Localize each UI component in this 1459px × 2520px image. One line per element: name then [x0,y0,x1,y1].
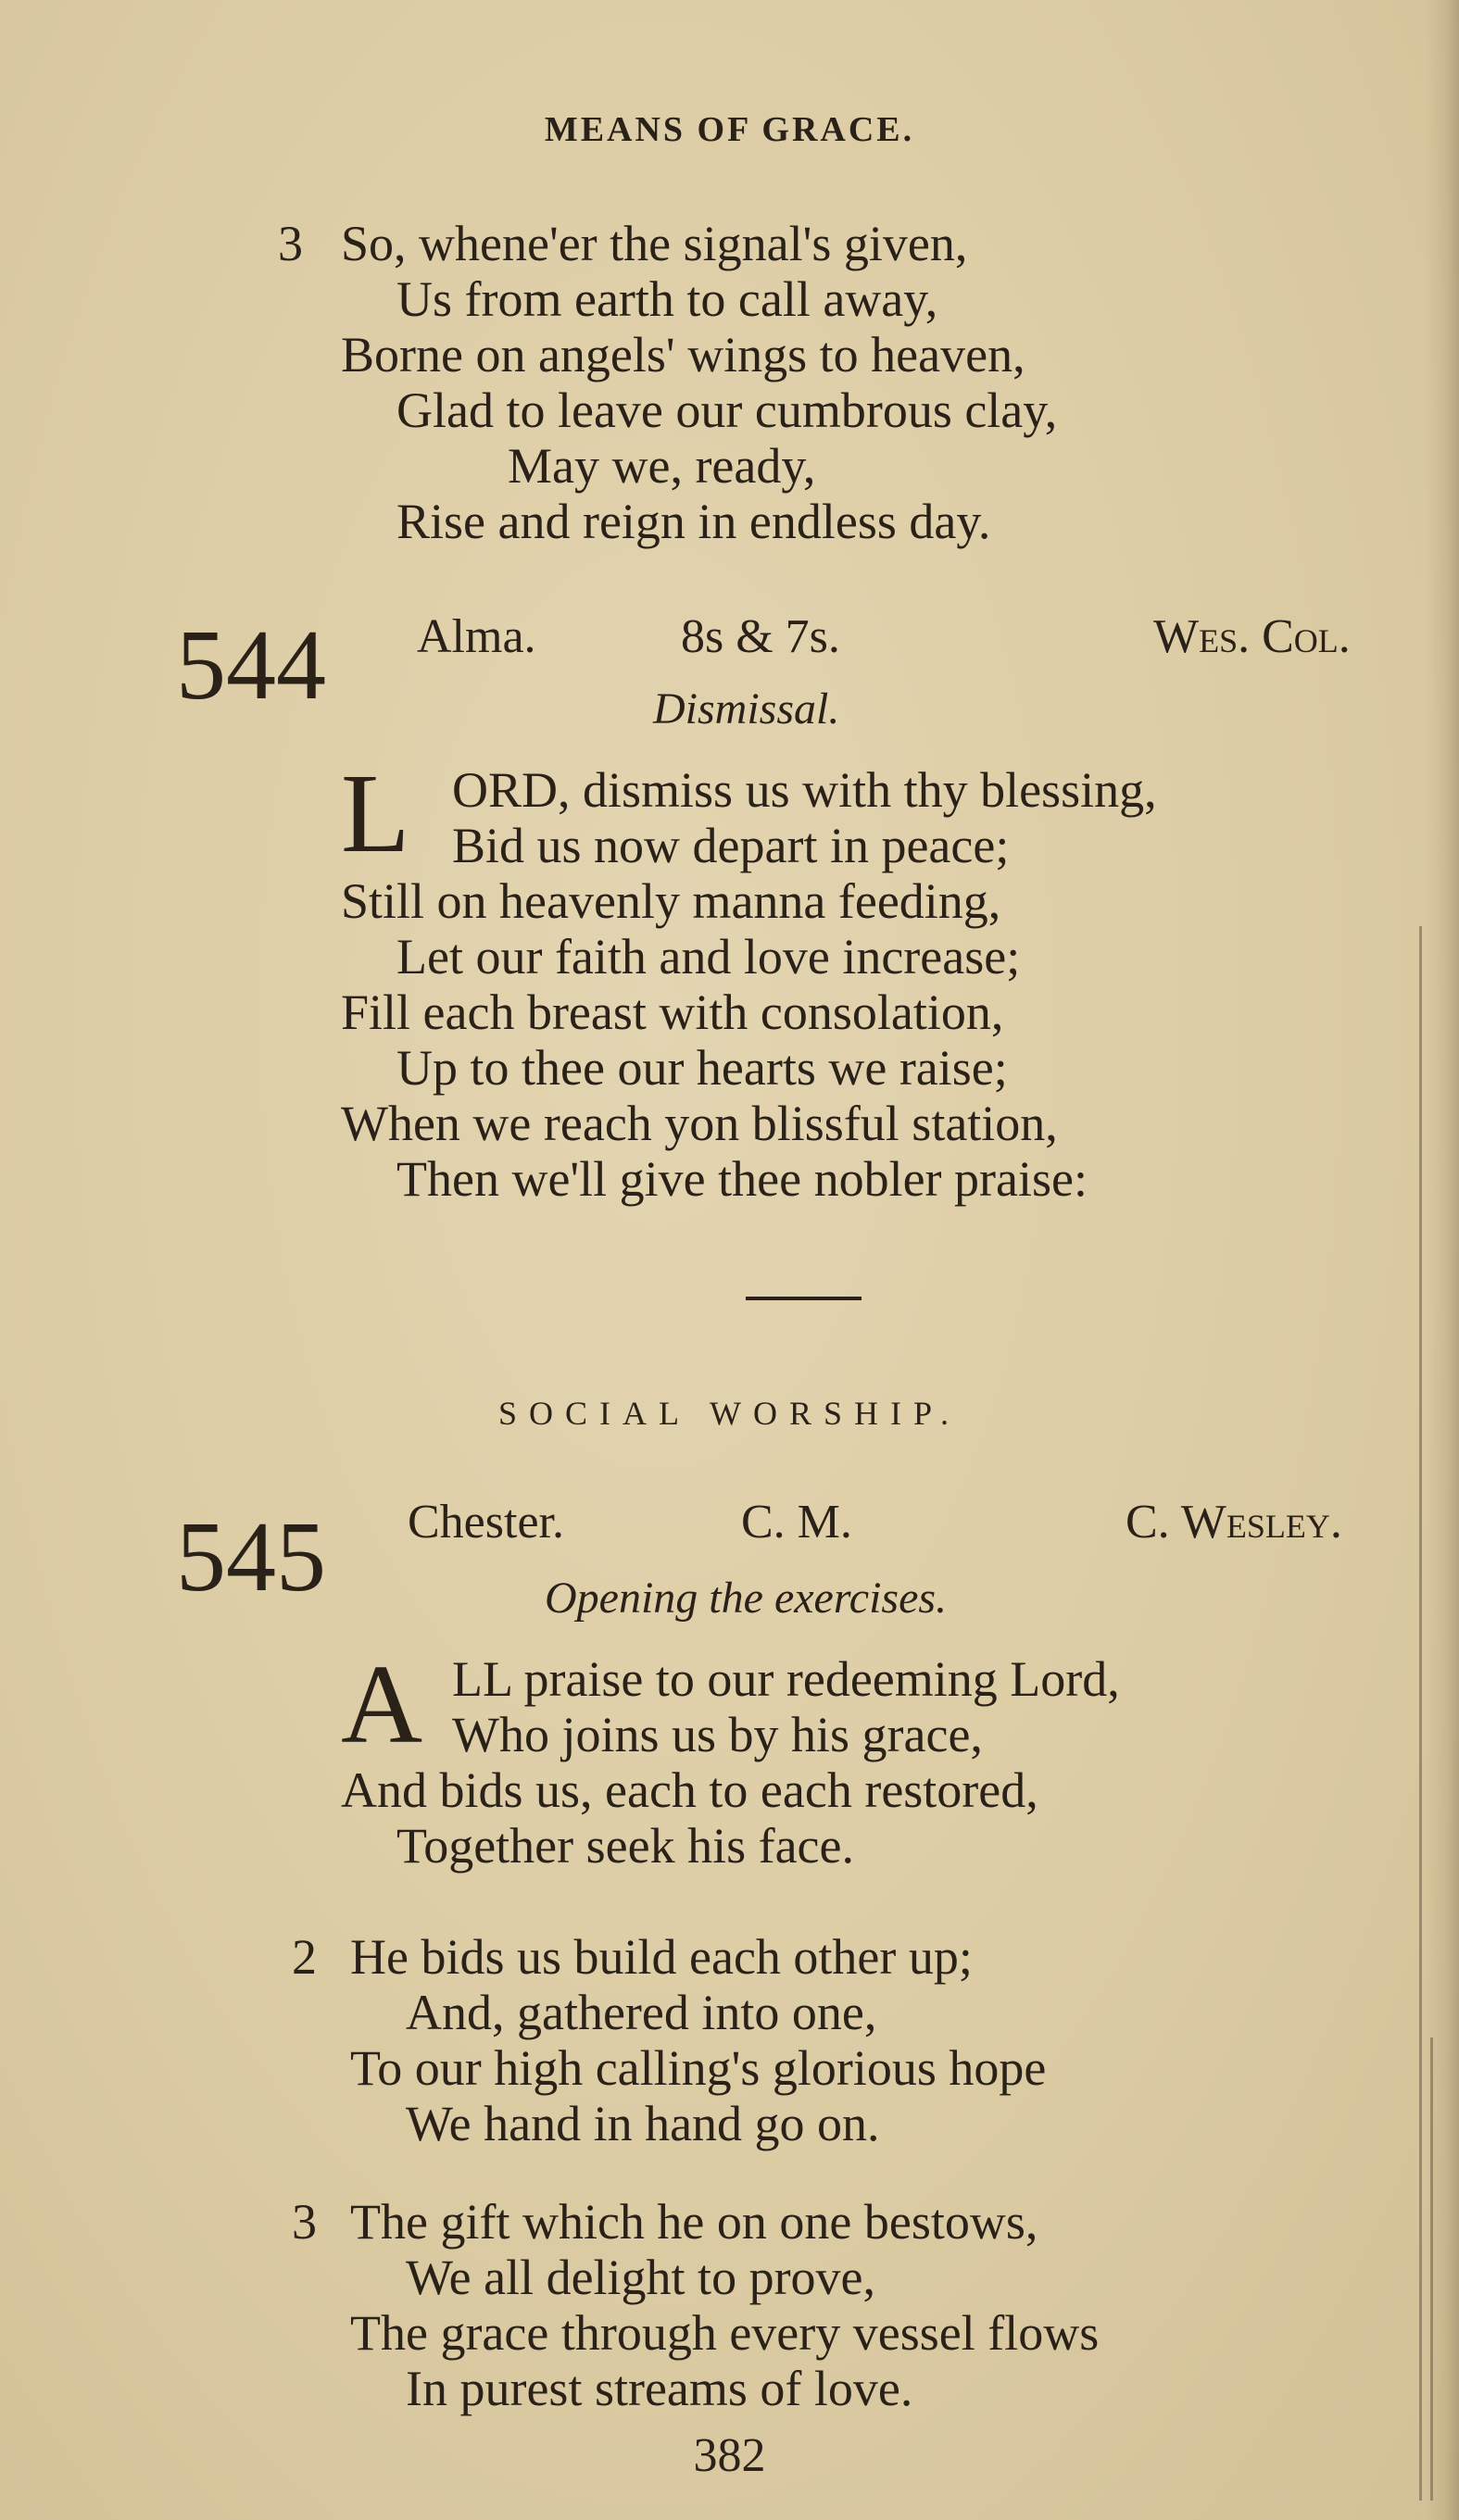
verse-line: Still on heavenly manna feeding, [341,873,1001,929]
verse-line: Rise and reign in endless day. [396,494,991,549]
drop-cap: L [341,751,410,876]
verse-line: He bids us build each other up; [350,1929,973,1985]
tune-name: Alma. [417,610,536,663]
section-title: SOCIAL WORSHIP. [497,1395,962,1432]
page-edge-line [1419,926,1422,2501]
verse-line: To our high calling's glorious hope [350,2040,1047,2096]
verse-line: Glad to leave our cumbrous clay, [396,382,1058,438]
drop-cap: A [341,1642,423,1767]
verse-line: LL praise to our redeeming Lord, [452,1651,1120,1707]
verse-line: Let our faith and love increase; [396,929,1021,984]
verse-line: Us from earth to call away, [396,271,938,327]
tune-name: Chester. [408,1496,564,1548]
verse-line: The grace through every vessel flows [350,2305,1100,2361]
stanza-number: 2 [292,1929,317,1985]
verse-line: In purest streams of love. [406,2361,913,2416]
meter: 8s & 7s. [681,610,840,663]
verse-line: So, whene'er the signal's given, [341,216,968,271]
verse-line: Who joins us by his grace, [452,1707,983,1762]
hymn-number: 544 [176,610,326,721]
verse-line: And bids us, each to each restored, [341,1762,1038,1818]
verse-line: Fill each breast with consolation, [341,984,1004,1040]
verse-line: Borne on angels' wings to heaven, [341,327,1025,382]
verse-line: Together seek his face. [396,1818,854,1874]
author: Wes. Col. [1153,610,1351,663]
hymn-subtitle: Dismissal. [653,684,840,733]
hymn-number: 545 [176,1502,326,1612]
meter: C. M. [741,1496,852,1548]
page-number: 382 [693,2429,766,2482]
stanza-number: 3 [292,2194,317,2250]
verse-line: We hand in hand go on. [406,2096,880,2151]
stanza-number: 3 [278,216,303,271]
verse-line: Bid us now depart in peace; [452,818,1010,873]
running-head: MEANS OF GRACE. [544,110,915,149]
verse-line: May we, ready, [508,438,816,494]
verse-line: When we reach yon blissful station, [341,1096,1058,1151]
verse-line: And, gathered into one, [406,1985,877,2040]
author: C. Wesley. [1126,1496,1342,1548]
hymn-subtitle: Opening the exercises. [545,1573,948,1623]
verse-line: ORD, dismiss us with thy blessing, [452,762,1157,818]
verse-line: The gift which he on one bestows, [350,2194,1038,2250]
verse-line: Then we'll give thee nobler praise: [396,1151,1088,1207]
verse-line: Up to thee our hearts we raise; [396,1040,1008,1096]
verse-line: We all delight to prove, [406,2250,876,2305]
section-rule [746,1297,862,1300]
